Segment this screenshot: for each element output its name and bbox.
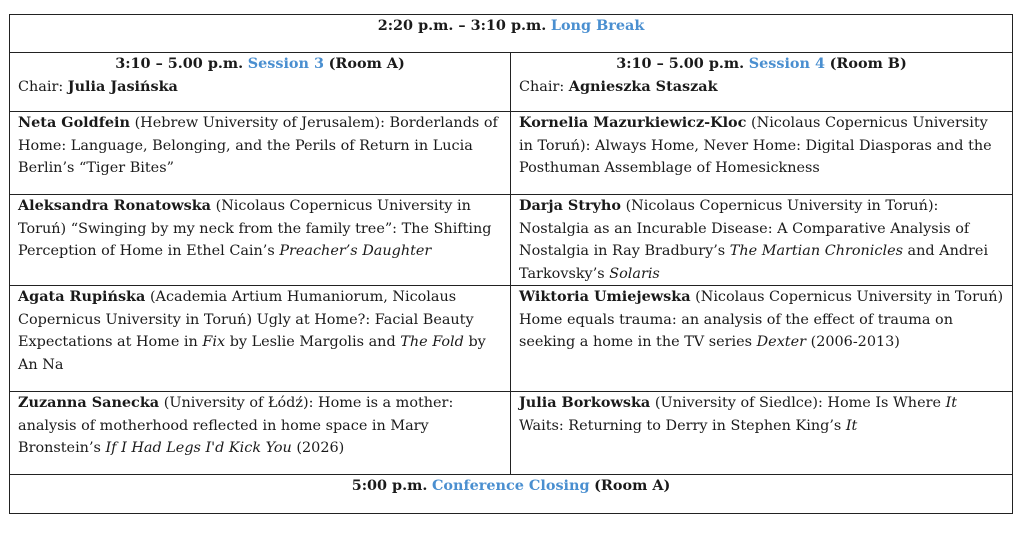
talk-speaker: Wiktoria Umiejewska [519,288,691,305]
talk-title-part: by Leslie Margolis and [229,334,396,350]
talk-speaker: Darja Stryho [519,197,621,214]
talk-cell [10,195,511,286]
session-4-chair-name: Agnieszka Staszak [568,77,718,95]
talk-title-italic: Solaris [609,265,660,282]
talk-title: Borderlands of Home: Language, Belonging, and the Perils of Return in Lucia Berlin’s “Tiger Bites” [18,115,498,176]
talk-title: Home equals trauma: an analysis of the effect of trauma on seeking a home in the TV series [519,311,953,350]
talk-speaker: Julia Borkowska [519,394,651,411]
talk-cell [10,392,511,475]
session-4-chair-label: Chair: [519,78,565,95]
closing-room: (Room A) [594,477,671,494]
session-3-chair-name: Julia Jasińska [67,77,178,95]
talk-title-italic: The Fold [400,334,464,350]
session-4-time: 3:10 – 5.00 p.m. [616,55,745,72]
talk-title-part: and Andrei Tarkovsky’s [519,243,989,282]
talk-row [10,195,1013,286]
talk-title-part: Waits: Returning to Derry in Stephen King’s [519,417,842,434]
session-3-header [10,53,511,112]
talk-affiliation: (University of Siedlce): [654,395,823,411]
session-3-name: Session 3 [247,55,325,72]
closing-cell [10,475,1013,514]
talk-title-italic: It [845,417,858,434]
talk-speaker: Zuzanna Sanecka [18,394,160,411]
session-4-header [511,53,1013,112]
talk-title-italic: Fix [202,334,226,350]
session-4-name: Session 4 [748,55,826,72]
talk-affiliation: (Nicolaus Copernicus University in Toruń) [695,289,1004,305]
conference-schedule-table [9,14,1013,514]
long-break-time: 2:20 p.m. – 3:10 p.m. [377,17,547,34]
talk-title-italic: If I Had Legs I'd Kick You [105,440,292,456]
talk-row [10,392,1013,475]
long-break-row [10,15,1013,53]
talk-cell [511,112,1013,195]
talk-cell [511,392,1013,475]
closing-row [10,475,1013,514]
talk-speaker: Aleksandra Ronatowska [18,197,212,214]
talk-title-italic: It [945,395,958,411]
talk-speaker: Agata Rupińska [18,288,146,305]
closing-label: Conference Closing [431,477,590,494]
session-4-title [519,53,1004,76]
talk-affiliation: (Hebrew University of Jerusalem): [134,115,385,131]
talk-affiliation: (Academia Artium Humaniorum, Nicolaus Copernicus University in Toruń) [18,289,457,328]
session-4-room: (Room B) [829,55,907,72]
talk-title-part: Home Is Where [827,395,941,411]
talk-row [10,112,1013,195]
talk-title-italic: The Martian Chronicles [729,243,903,259]
session-header-row [10,53,1013,112]
talk-title: Always Home, Never Home: Digital Diasporas and the Posthuman Assemblage of Homesickness [519,137,992,176]
talk-title-part: Ugly at Home?: Facial Beauty Expectations at Home in [18,311,474,350]
talk-cell [511,286,1013,392]
session-3-time: 3:10 – 5.00 p.m. [115,55,244,72]
talk-title-part: Nostalgia as an Incurable Disease: A Comparative Analysis of Nostalgia in Ray Bradbury’s [519,220,970,259]
talk-title-italic: Preacher’s Daughter [279,243,432,259]
long-break-cell [10,15,1013,53]
talk-cell [10,112,511,195]
talk-title-suffix: (2026) [296,440,345,456]
talk-cell [511,195,1013,286]
talk-affiliation: (Nicolaus Copernicus University in Toruń): [519,115,988,154]
talk-affiliation: (University of Łódź): [163,395,314,411]
talk-title-part: by An Na [18,334,486,373]
session-3-room: (Room A) [328,55,405,72]
talk-title-italic: Dexter [756,334,806,350]
talk-title-suffix: (2006-2013) [810,334,900,350]
talk-cell [10,286,511,392]
talk-speaker: Neta Goldfein [18,114,130,131]
talk-speaker: Kornelia Mazurkiewicz-Kloc [519,114,747,131]
long-break-label: Long Break [550,17,645,34]
closing-time: 5:00 p.m. [351,477,428,494]
talk-row [10,286,1013,392]
session-3-chair-label: Chair: [18,78,64,95]
session-3-title [18,53,502,76]
talk-affiliation: (Nicolaus Copernicus University in Toruń) [18,198,471,237]
talk-affiliation: (Nicolaus Copernicus University in Toruń): [625,198,939,214]
talk-title: Home is a mother: analysis of motherhood reflected in home space in Mary Bronstein’s [18,395,454,456]
talk-title: “Swinging by my neck from the family tree”: The Shifting Perception of Home in Ethel Cain’s [18,220,492,259]
